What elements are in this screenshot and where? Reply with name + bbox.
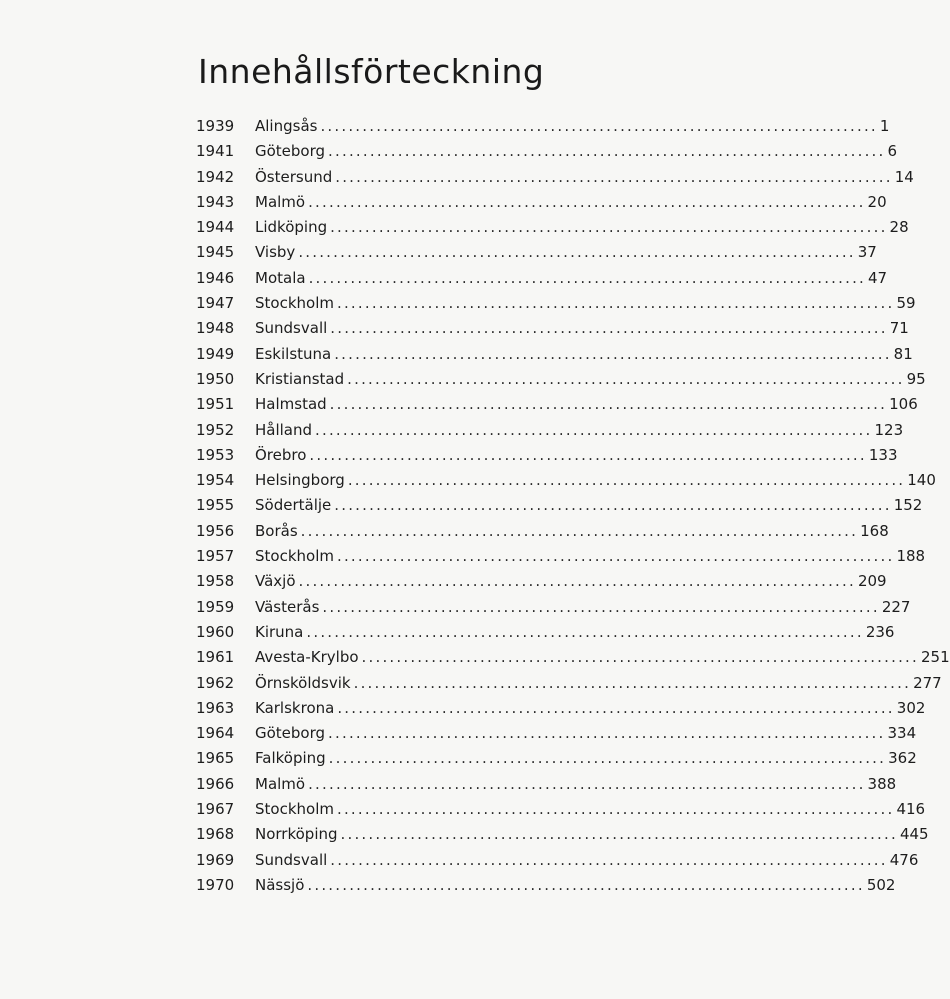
toc-year: 1964 (196, 724, 235, 743)
toc-page-number: 20 (867, 192, 887, 211)
toc-year: 1949 (196, 344, 235, 363)
toc-page-number: 95 (906, 369, 926, 388)
toc-dot-leader: ................................................................................ (336, 294, 895, 313)
toc-dot-leader: ................................................................................ (337, 698, 895, 717)
toc-dot-leader: ................................................................................ (328, 749, 887, 768)
toc-dot-leader: ................................................................................ (336, 800, 895, 819)
toc-city: Örnsköldsvik (255, 673, 351, 692)
toc-year: 1951 (196, 395, 235, 414)
toc-year: 1965 (196, 749, 235, 768)
toc-year: 1960 (196, 622, 235, 641)
toc-year: 1943 (196, 192, 235, 211)
toc-page-number: 302 (896, 698, 926, 717)
toc-entry (196, 544, 926, 569)
toc-city: Karlskrona (255, 698, 335, 717)
toc-page-number: 227 (881, 597, 911, 616)
toc-page-number: 445 (899, 825, 929, 844)
toc-entry (196, 519, 889, 544)
toc-dot-leader: ................................................................................ (330, 319, 888, 338)
toc-year: 1950 (196, 369, 235, 388)
toc-entry (196, 848, 919, 873)
toc-city: Malmö (255, 192, 306, 211)
toc-year: 1961 (196, 648, 235, 667)
toc-dot-leader: ................................................................................ (306, 622, 864, 641)
toc-city: Lidköping (255, 218, 328, 237)
toc-entry (196, 645, 950, 670)
toc-page-number: 476 (889, 850, 919, 869)
toc-entry (196, 190, 887, 215)
toc-year: 1945 (196, 243, 235, 262)
toc-dot-leader: ................................................................................ (309, 445, 867, 464)
toc-dot-leader: ................................................................................ (353, 673, 912, 692)
toc-dot-leader: ................................................................................ (308, 268, 867, 287)
toc-city: Sundsvall (255, 319, 328, 338)
toc-page-number: 152 (893, 496, 923, 515)
toc-city: Avesta-Krylbo (255, 648, 359, 667)
toc-city: Örebro (255, 445, 307, 464)
toc-entry (196, 418, 904, 443)
toc-city: Nässjö (255, 875, 305, 894)
toc-dot-leader: ................................................................................ (300, 521, 859, 540)
toc-dot-leader: ................................................................................ (308, 774, 866, 793)
toc-year: 1962 (196, 673, 235, 692)
toc-page-number: 59 (896, 294, 916, 313)
toc-page-number: 416 (896, 800, 926, 819)
toc-page-number: 47 (868, 268, 888, 287)
toc-page-number: 388 (867, 774, 897, 793)
toc-dot-leader: ................................................................................ (335, 167, 893, 186)
toc-dot-leader: ................................................................................ (328, 142, 886, 161)
toc-dot-leader: ................................................................................ (329, 395, 888, 414)
toc-year: 1947 (196, 294, 235, 313)
toc-city: Göteborg (255, 142, 326, 161)
toc-entry (196, 342, 913, 367)
toc-city: Hålland (255, 420, 313, 439)
toc-city: Kristianstad (255, 369, 345, 388)
toc-year: 1957 (196, 547, 235, 566)
toc-entry (196, 772, 897, 797)
toc-dot-leader: ................................................................................ (330, 218, 888, 237)
toc-page-number: 502 (866, 875, 896, 894)
toc-city: Falköping (255, 749, 326, 768)
toc-entry (196, 367, 926, 392)
toc-city: Helsingborg (255, 471, 345, 490)
toc-entry (196, 114, 890, 139)
toc-year: 1948 (196, 319, 235, 338)
toc-year: 1939 (196, 117, 235, 135)
toc-entry (196, 240, 877, 265)
toc-entry (196, 266, 888, 291)
toc-city: Stockholm (255, 547, 334, 566)
toc-entry (196, 569, 887, 594)
toc-city: Sundsvall (255, 850, 328, 869)
toc-year: 1942 (196, 167, 235, 186)
toc-city: Malmö (255, 774, 306, 793)
toc-year: 1963 (196, 698, 235, 717)
toc-dot-leader: ................................................................................ (307, 875, 865, 894)
toc-city: Norrköping (255, 825, 338, 844)
toc-entry (196, 468, 936, 493)
toc-page-number: 71 (889, 319, 909, 338)
toc-city: Östersund (255, 167, 333, 186)
toc-city: Göteborg (255, 724, 326, 743)
toc-entry (196, 139, 898, 164)
toc-page-number: 140 (907, 471, 936, 490)
toc-page-number: 362 (888, 749, 917, 768)
toc-year: 1959 (196, 597, 235, 616)
toc-dot-leader: ................................................................................ (328, 724, 886, 743)
toc-dot-leader: ................................................................................ (320, 117, 878, 135)
toc-page-number: 334 (887, 724, 917, 743)
toc-year: 1968 (196, 825, 235, 844)
toc-entry (196, 620, 895, 645)
toc-city: Växjö (255, 572, 296, 591)
toc-page-number: 14 (894, 167, 914, 186)
toc-dot-leader: ................................................................................ (298, 572, 856, 591)
toc-year: 1954 (196, 471, 235, 490)
toc-city: Stockholm (255, 800, 334, 819)
toc-entry (196, 392, 918, 417)
toc-entry (196, 797, 926, 822)
toc-dot-leader: ................................................................................ (330, 850, 888, 869)
toc-year: 1958 (196, 572, 235, 591)
toc-entry (196, 822, 929, 847)
toc-dot-leader: ................................................................................ (298, 243, 856, 262)
toc-city: Borås (255, 521, 298, 540)
toc-city: Stockholm (255, 294, 334, 313)
toc-entry (196, 721, 917, 746)
toc-page-number: 106 (889, 395, 918, 414)
toc-dot-leader: ................................................................................ (347, 471, 906, 490)
toc-dot-leader: ................................................................................ (334, 496, 892, 515)
toc-page-number: 236 (865, 622, 895, 641)
toc-page-number: 123 (874, 420, 904, 439)
toc-dot-leader: ................................................................................ (315, 420, 873, 439)
toc-year: 1953 (196, 445, 235, 464)
toc-page-number: 1 (879, 117, 890, 135)
toc-year: 1967 (196, 800, 235, 819)
toc-dot-leader: ................................................................................ (336, 547, 895, 566)
toc-page-number: 81 (893, 344, 913, 363)
toc-dot-leader: ................................................................................ (361, 648, 919, 667)
toc-city: Västerås (255, 597, 320, 616)
toc-page-number: 251 (921, 648, 950, 667)
toc-year: 1970 (196, 875, 235, 894)
toc-city: Kiruna (255, 622, 304, 641)
toc-entry (196, 291, 916, 316)
toc-city: Alingsås (255, 117, 318, 135)
toc-year: 1941 (196, 142, 235, 161)
toc-entry (196, 215, 909, 240)
toc-page-number: 277 (913, 673, 942, 692)
toc-entry (196, 671, 942, 696)
toc-page-number: 168 (860, 521, 889, 540)
toc-dot-leader: ................................................................................ (334, 344, 892, 363)
toc-city: Motala (255, 268, 306, 287)
toc-entry (196, 165, 914, 190)
toc-year: 1944 (196, 218, 235, 237)
toc-year: 1952 (196, 420, 235, 439)
toc-page-number: 188 (896, 547, 926, 566)
toc-page-number: 6 (887, 142, 898, 161)
toc-dot-leader: ................................................................................ (308, 192, 866, 211)
toc-dot-leader: ................................................................................ (347, 369, 905, 388)
toc-year: 1969 (196, 850, 235, 869)
toc-entry (196, 696, 926, 721)
toc-entry (196, 493, 923, 518)
page-title: Innehållsförteckning (198, 52, 545, 91)
toc-entry (196, 316, 909, 341)
toc-dot-leader: ................................................................................ (322, 597, 880, 616)
table-of-contents (196, 114, 950, 898)
toc-dot-leader: ................................................................................ (340, 825, 898, 844)
toc-city: Södertälje (255, 496, 332, 515)
toc-page-number: 209 (857, 572, 887, 591)
toc-year: 1946 (196, 268, 235, 287)
toc-page-number: 37 (857, 243, 877, 262)
toc-year: 1955 (196, 496, 235, 515)
toc-city: Visby (255, 243, 296, 262)
toc-year: 1956 (196, 521, 235, 540)
toc-city: Eskilstuna (255, 344, 332, 363)
toc-entry (196, 746, 917, 771)
toc-entry (196, 595, 911, 620)
toc-page-number: 133 (868, 445, 898, 464)
toc-city: Halmstad (255, 395, 327, 414)
toc-entry (196, 873, 896, 898)
toc-entry (196, 443, 898, 468)
toc-page-number: 28 (889, 218, 909, 237)
toc-year: 1966 (196, 774, 235, 793)
